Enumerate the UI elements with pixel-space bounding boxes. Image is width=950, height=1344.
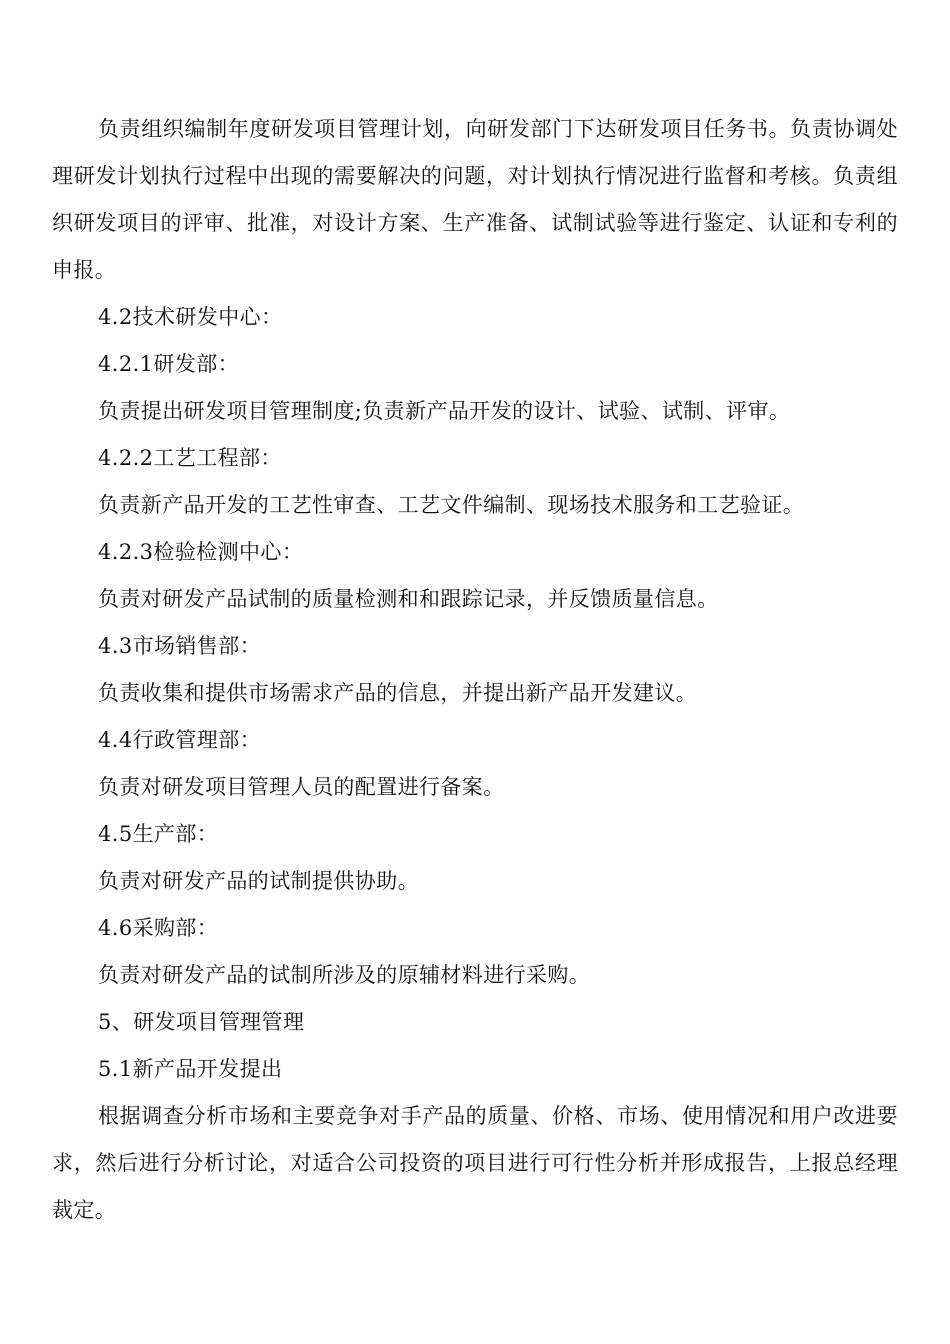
document-page	[52, 106, 898, 1234]
section-4-4-heading: 4.4行政管理部：	[98, 728, 261, 752]
section-4-2-2-text: 负责新产品开发的工艺性审查、工艺文件编制、现场技术服务和工艺验证。	[98, 493, 805, 517]
duty-paragraph-rd-plan: 负责组织编制年度研发项目管理计划，向研发部门下达研发项目任务书。负责协调处理研发计划执行过程中出现的需要解决的问题，对计划执行情况进行监督和考核。负责组织研发项目的评审、批准，对设计方案、生产准备、试制试验等进行鉴定、认证和专利的申报。	[52, 117, 898, 282]
section-4-2-1-text: 负责提出研发项目管理制度;负责新产品开发的设计、试验、试制、评审。	[98, 399, 791, 423]
section-5-heading: 5、研发项目管理管理	[98, 1010, 305, 1034]
section-4-6-text: 负责对研发产品的试制所涉及的原辅材料进行采购。	[98, 963, 591, 987]
section-4-2-3-heading: 4.2.3检验检测中心：	[98, 540, 304, 564]
section-4-2-1-heading: 4.2.1研发部：	[98, 352, 240, 376]
section-5-1-text: 根据调查分析市场和主要竞争对手产品的质量、价格、市场、使用情况和用户改进要求，然后进行分析讨论，对适合公司投资的项目进行可行性分析并形成报告，上报总经理裁定。	[52, 1104, 898, 1222]
section-4-5-text: 负责对研发产品的试制提供协助。	[98, 869, 419, 893]
section-4-3-heading: 4.3市场销售部：	[98, 634, 261, 658]
section-4-6-heading: 4.6采购部：	[98, 916, 219, 940]
section-5-1-heading: 5.1新产品开发提出	[98, 1057, 283, 1081]
section-4-3-text: 负责收集和提供市场需求产品的信息，并提出新产品开发建议。	[98, 681, 698, 705]
section-4-2-3-text: 负责对研发产品试制的质量检测和和跟踪记录，并反馈质量信息。	[98, 587, 719, 611]
section-4-5-heading: 4.5生产部：	[98, 822, 219, 846]
section-4-2-2-heading: 4.2.2工艺工程部：	[98, 446, 282, 470]
section-4-4-text: 负责对研发项目管理人员的配置进行备案。	[98, 775, 505, 799]
section-4-2-heading: 4.2技术研发中心：	[98, 305, 283, 329]
